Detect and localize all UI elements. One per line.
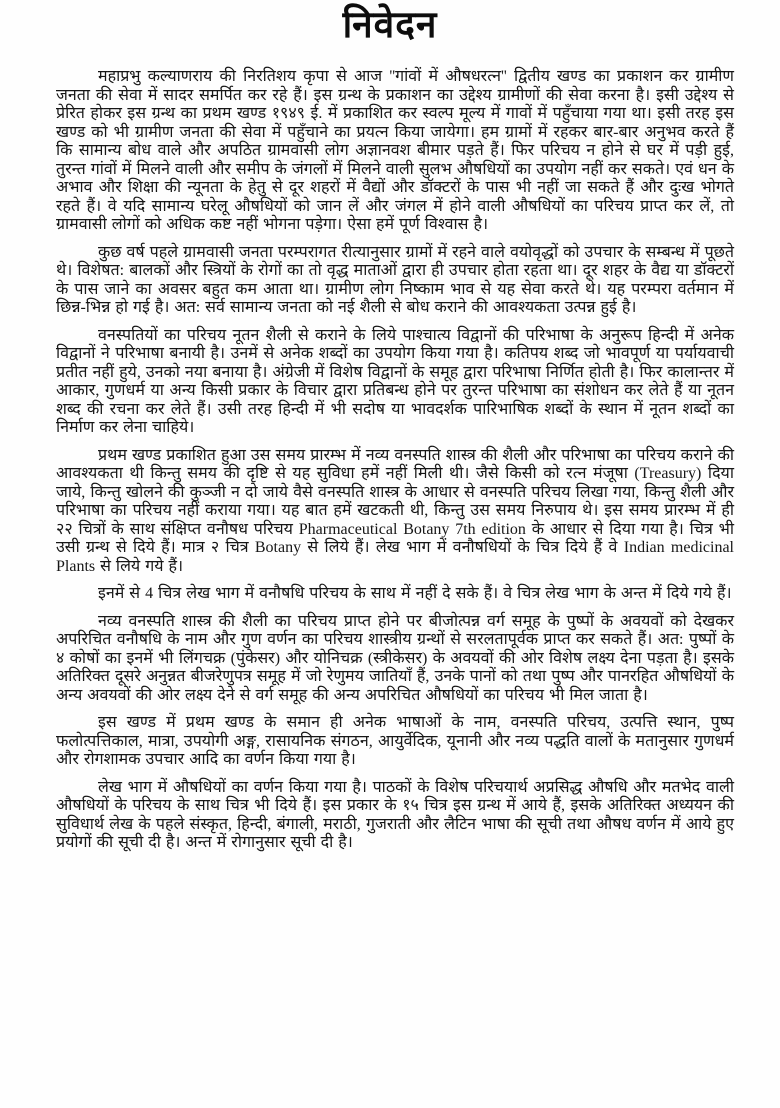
- paragraph-8: लेख भाग में औषधियों का वर्णन किया गया है। पाठकों के विशेष परिचयार्थ अप्रसिद्ध औषधि और मतभेद वाली औषधियों के परिचय के साथ चित्र भी दिये हैं। इस प्रकार के १५ चित्र इस ग्रन्थ में आये हैं, इसके अतिरिक्त अध्ययन की सुविधार्थ लेख के पहले संस्कृत, हिन्दी, बंगाली, मराठी, गुजराती और लैटिन भाषा की सूची तथा औषध वर्णन में आये हुए प्रयोगों की सूची दी है। अन्त में रोगानुसार सूची दी है।: [56, 778, 734, 851]
- paragraph-2: कुछ वर्ष पहले ग्रामवासी जनता परम्परागत रीत्यानुसार ग्रामों में रहने वाले वयोवृद्धों को उपचार के सम्बन्ध में पूछते थे। विशेषत: बालकों और स्त्रियों के रोगों का तो वृद्ध माताओं द्वारा ही उपचार होता रहता था। दूर शहर के वैद्य या डॉक्टरों के पास जाने का अवसर बहुत कम आता था। ग्रामीण लोग निष्काम भाव से यह सेवा करते थे। यह परम्परा वर्तमान में छिन्न-भिन्न हो गई है। अत: सर्व सामान्य जनता को नई शैली से बोध कराने की आवश्यकता उत्पन्न हुई है।: [56, 243, 734, 316]
- paragraph-4: प्रथम खण्ड प्रकाशित हुआ उस समय प्रारम्भ में नव्य वनस्पति शास्त्र की शैली और परिभाषा का परिचय कराने की आवश्यकता थी किन्तु समय की दृष्टि से यह सुविधा हमें नहीं मिली थी। जैसे किसी को रत्न मंजूषा (Treasury) दिया जाये, किन्तु खोलने की कुञ्जी न दो जाये वैसे वनस्पति शास्त्र के आधार से वनस्पति परिचय लिखा गया, किन्तु शैली और परिभाषा का परिचय नहीं कराया गया। यह बात हमें खटकती थी, किन्तु उस समय निरुपाय थे। इस समय प्रारम्भ में ही २२ चित्रों के साथ संक्षिप्त वनौषध परिचय Pharmaceutical Botany 7th edition के आधार से दिया गया है। चित्र भी उसी ग्रन्थ से दिये हैं। मात्र २ चित्र Botany से लिये हैं। लेख भाग में वनौषधियों के चित्र दिये हैं वे Indian medicinal Plants से लिये गये हैं।: [56, 446, 734, 575]
- body-text: [0, 68, 780, 853]
- paragraph-7: इस खण्ड में प्रथम खण्ड के समान ही अनेक भाषाओं के नाम, वनस्पति परिचय, उत्पत्ति स्थान, पुष्प फलोत्पत्तिकाल, मात्रा, उपयोगी अङ्ग, रासायनिक संगठन, आयुर्वेदिक, यूनानी और नव्य पद्धति वालों के मतानुसार गुणधर्म और रोगशामक उपचार आदि का वर्णन किया गया है।: [56, 714, 734, 768]
- paragraph-6: नव्य वनस्पति शास्त्र की शैली का परिचय प्राप्त होने पर बीजोत्पन्न वर्ग समूह के पुष्पों के अवयवों को देखकर अपरिचित वनौषधि के नाम और गुण वर्णन का परिचय शास्त्रीय ग्रन्थों से सरलतापूर्वक प्राप्त कर सकते हैं। अत: पुष्पों के ४ कोषों का इनमें भी लिंगचक्र (पुंकेसर) और योनिचक्र (स्त्रीकेसर) के अवयवों की ओर विशेष लक्ष्य देना पड़ता है। इसके अतिरिक्त दूसरे अनुन्नत बीजरेणुपत्र समूह में जो रेणुमय जातियाँ हैं, उनके पानों को तथा पुष्प और पानरहित औषधियों के अन्य अवयवों की ओर लक्ष्य देने से वर्ग समूह की अन्य अपरिचित औषधियों का परिचय भी मिल जाता है।: [56, 612, 734, 704]
- paragraph-3: वनस्पतियों का परिचय नूतन शैली से कराने के लिये पाश्चात्य विद्वानों की परिभाषा के अनुरूप हिन्दी में अनेक विद्वानों ने परिभाषा बनायी है। उनमें से अनेक शब्दों का उपयोग किया गया है। कतिपय शब्द जो भावपूर्ण या पर्यायवाची प्रतीत नहीं हुये, उनको नया बनाया है। अंग्रेजी में विशेष विद्वानों के समूह द्वारा परिभाषा निर्णित होती है। फिर कालान्तर में आकार, गुणधर्म या अन्य किसी प्रकार के विचार द्वारा प्रतिबन्ध होने पर तुरन्त परिभाषा का संशोधन कर लेते हैं या नूतन शब्द की रचना कर लेते हैं। उसी तरह हिन्दी में भी सदोष या भावदर्शक पारिभाषिक शब्दों के स्थान में नूतन शब्दों का निर्माण कर लेना चाहिये।: [56, 326, 734, 436]
- paragraph-5: इनमें से 4 चित्र लेख भाग में वनौषधि परिचय के साथ में नहीं दे सके हैं। वे चित्र लेख भाग के अन्त में दिये गये हैं।: [98, 585, 732, 602]
- page-title: निवेदन: [342, 5, 438, 46]
- paragraph-1: महाप्रभु कल्याणराय की निरतिशय कृपा से आज ''गांवों में औषधरत्न'' द्वितीय खण्ड का प्रकाशन कर ग्रामीण जनता की सेवा में सादर समर्पित कर रहे हैं। इस ग्रन्थ के प्रकाशन का उद्देश्य ग्रामीणों की सेवा करना है। इसी उद्देश्य से प्रेरित होकर इस ग्रन्थ का प्रथम खण्ड १९४९ ई. में प्रकाशित कर स्वल्प मूल्य में गावों में पहुँचाया गया था। इसी तरह इस खण्ड को भी ग्रामीण जनता की सेवा में पहुँचाने का प्रयत्न किया जायेगा। हम ग्रामों में रहकर बार-बार अनुभव करते हैं कि सामान्य बोध वाले और अपठित ग्रामवासी लोग अज्ञानवश बीमार पड़ते हैं। फिर परिचय न होने से घर में पड़ी हुई, तुरन्त गांवों में मिलने वाली और समीप के जंगलों में मिलने वाली सुलभ औषधियों का उपयोग नहीं कर सकते। एवं धन के अभाव और शिक्षा की न्यूनता के हेतु से दूर शहरों में वैद्यों और डॉक्टरों के पास भी नहीं जा सकते हैं और दुःख भोगते रहते हैं। वे यदि सामान्य घरेलू औषधियों को जान लें और जंगल में होने वाली औषधियों का परिचय प्राप्त कर लें, तो ग्रामवासी लोगों को अधिक कष्ट नहीं भोगना पड़ेगा। ऐसा हमें पूर्ण विश्वास है।: [56, 68, 734, 233]
